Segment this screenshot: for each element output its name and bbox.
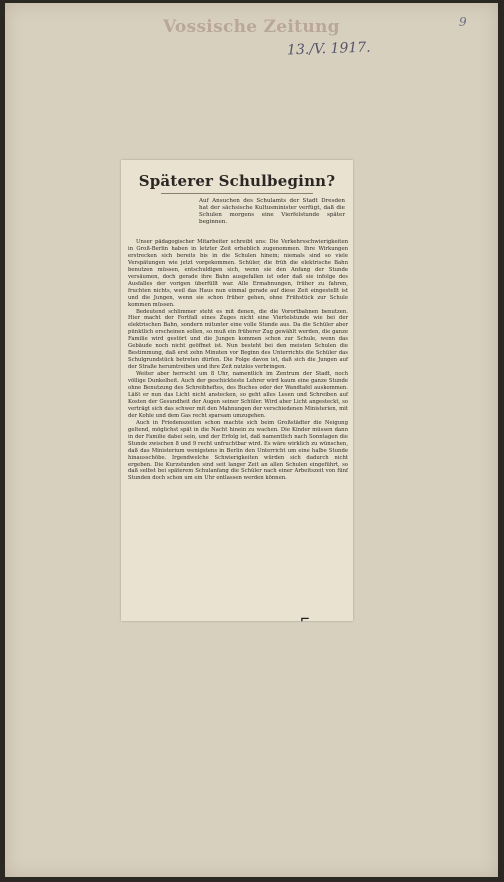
article-paragraph: Auch in Friedenszeiten schon machte sich beim Großstädter die Neigung geltend, möglichst spät in die Nacht hinein zu wachen. Die Kinder müssen dann in der Familie dabei sein, und der Erfolg ist, daß namentlich nach Sonntagen die Stunde zwischen 8 und 9 recht unfruchtbar wird. Es wäre wirklich zu wünschen, daß das Ministerium wenigstens in Berlin den Unterricht um eine halbe Stunde hinausschöbe. Irgendwelche Schwierigkeiten würden sich dadurch nicht ergeben. Die Kurzstunden sind seit langer Zeit an allen Schulen eingeführt, so daß selbst bei späterem Schulanfang die Schüler nach einer Arbeitszeit von fünf Stunden doch schon um ein Uhr entlassen werden können. [128,419,348,482]
article-lede: Auf Ansuchen des Schulamts der Stadt Dresden hat der sächsische Kultusminister verfügt, daß die Schulen morgens eine Vierfelstunde später beginnen. [199,198,345,225]
headline-rule [161,193,313,194]
pencil-mark: ⌐ [300,612,311,626]
newspaper-clipping [121,160,353,621]
handwritten-date: 13./V. 1917. [286,39,371,59]
article-paragraph: Unser pädagogischer Mitarbeiter schreibt uns: Die Verkehrsschwierigkeiten in Groß-Berlin haben in letzter Zeit erheblich zugenommen. Ihre Wirkungen erstrecken sich bereits bis in die Schulen hinein; niemals sind so viele Verspätungen wie jetzt vorgekommen. Schüler, die früh die elektrische Bahn benutzen müssen, entschuldigen sich, wenn sie den Anfang der Stunde versäumen, doch gerade ihre Bahn ausgefallen ist oder daß sie infolge des Ausfalles der vorigen überfüllt war. Alle Ermahnungen, früher zu fahren, fruchten nichts, weil das Haus nun einmal gerade auf diese Zeit eingestellt ist und die Jungen, wenn sie schon früher gehen, ohne Frühstück zur Schule kommen müssen. [128,239,348,308]
folio-number: 9 [459,15,467,29]
article-headline: Späterer Schulbeginn? [138,172,336,190]
article-paragraph: Weiter aber herrscht um 8 Uhr, namentlich im Zentrum der Stadt, noch völlige Dunkelheit. Auch der geschickteste Lehrer wird kaum eine ganze Stunde ohne Benutzung des Schreibheftes, des Buches oder der Wandtafel auskommen. Läßt er nun das Licht nicht anstecken, so geht alles Lesen und Schreiben auf Kosten der Gesundheit der Augen seiner Schüler. Wird aber Licht angesteckt, so verträgt sich das schwer mit den Mahnungen der verschiedenen Ministerien, mit der Kohle und dem Gas recht sparsam umzugehen. [128,371,348,419]
article-body [128,239,348,482]
newspaper-stamp: Vossische Zeitung [163,17,340,37]
article-paragraph: Bedeutend schlimmer steht es mit denen, die die Vorortbahnen benutzen. Hier macht der Fortfall eines Zuges nicht eine Viertelstunde wie bei der elektrischen Bahn, sondern mitunter eine volle Stunde aus. Da die Schüler aber pünktlich erscheinen sollen, so muß ein früherer Zug gewählt werden, die ganze Familie wird gestört und die Jungen kommen schon zur Schule, wenn das Gebäude noch nicht geöffnet ist. Nun besteht bei den meisten Schulen die Bestimmung, daß erst zehn Minuten vor Beginn des Unterrichts die Schüler das Schulgrundstück betreten dürfen. Die Folge davon ist, daß sich die Jungen auf der Straße herumtreiben und ihre Zeit nutzlos verbringen. [128,308,348,371]
